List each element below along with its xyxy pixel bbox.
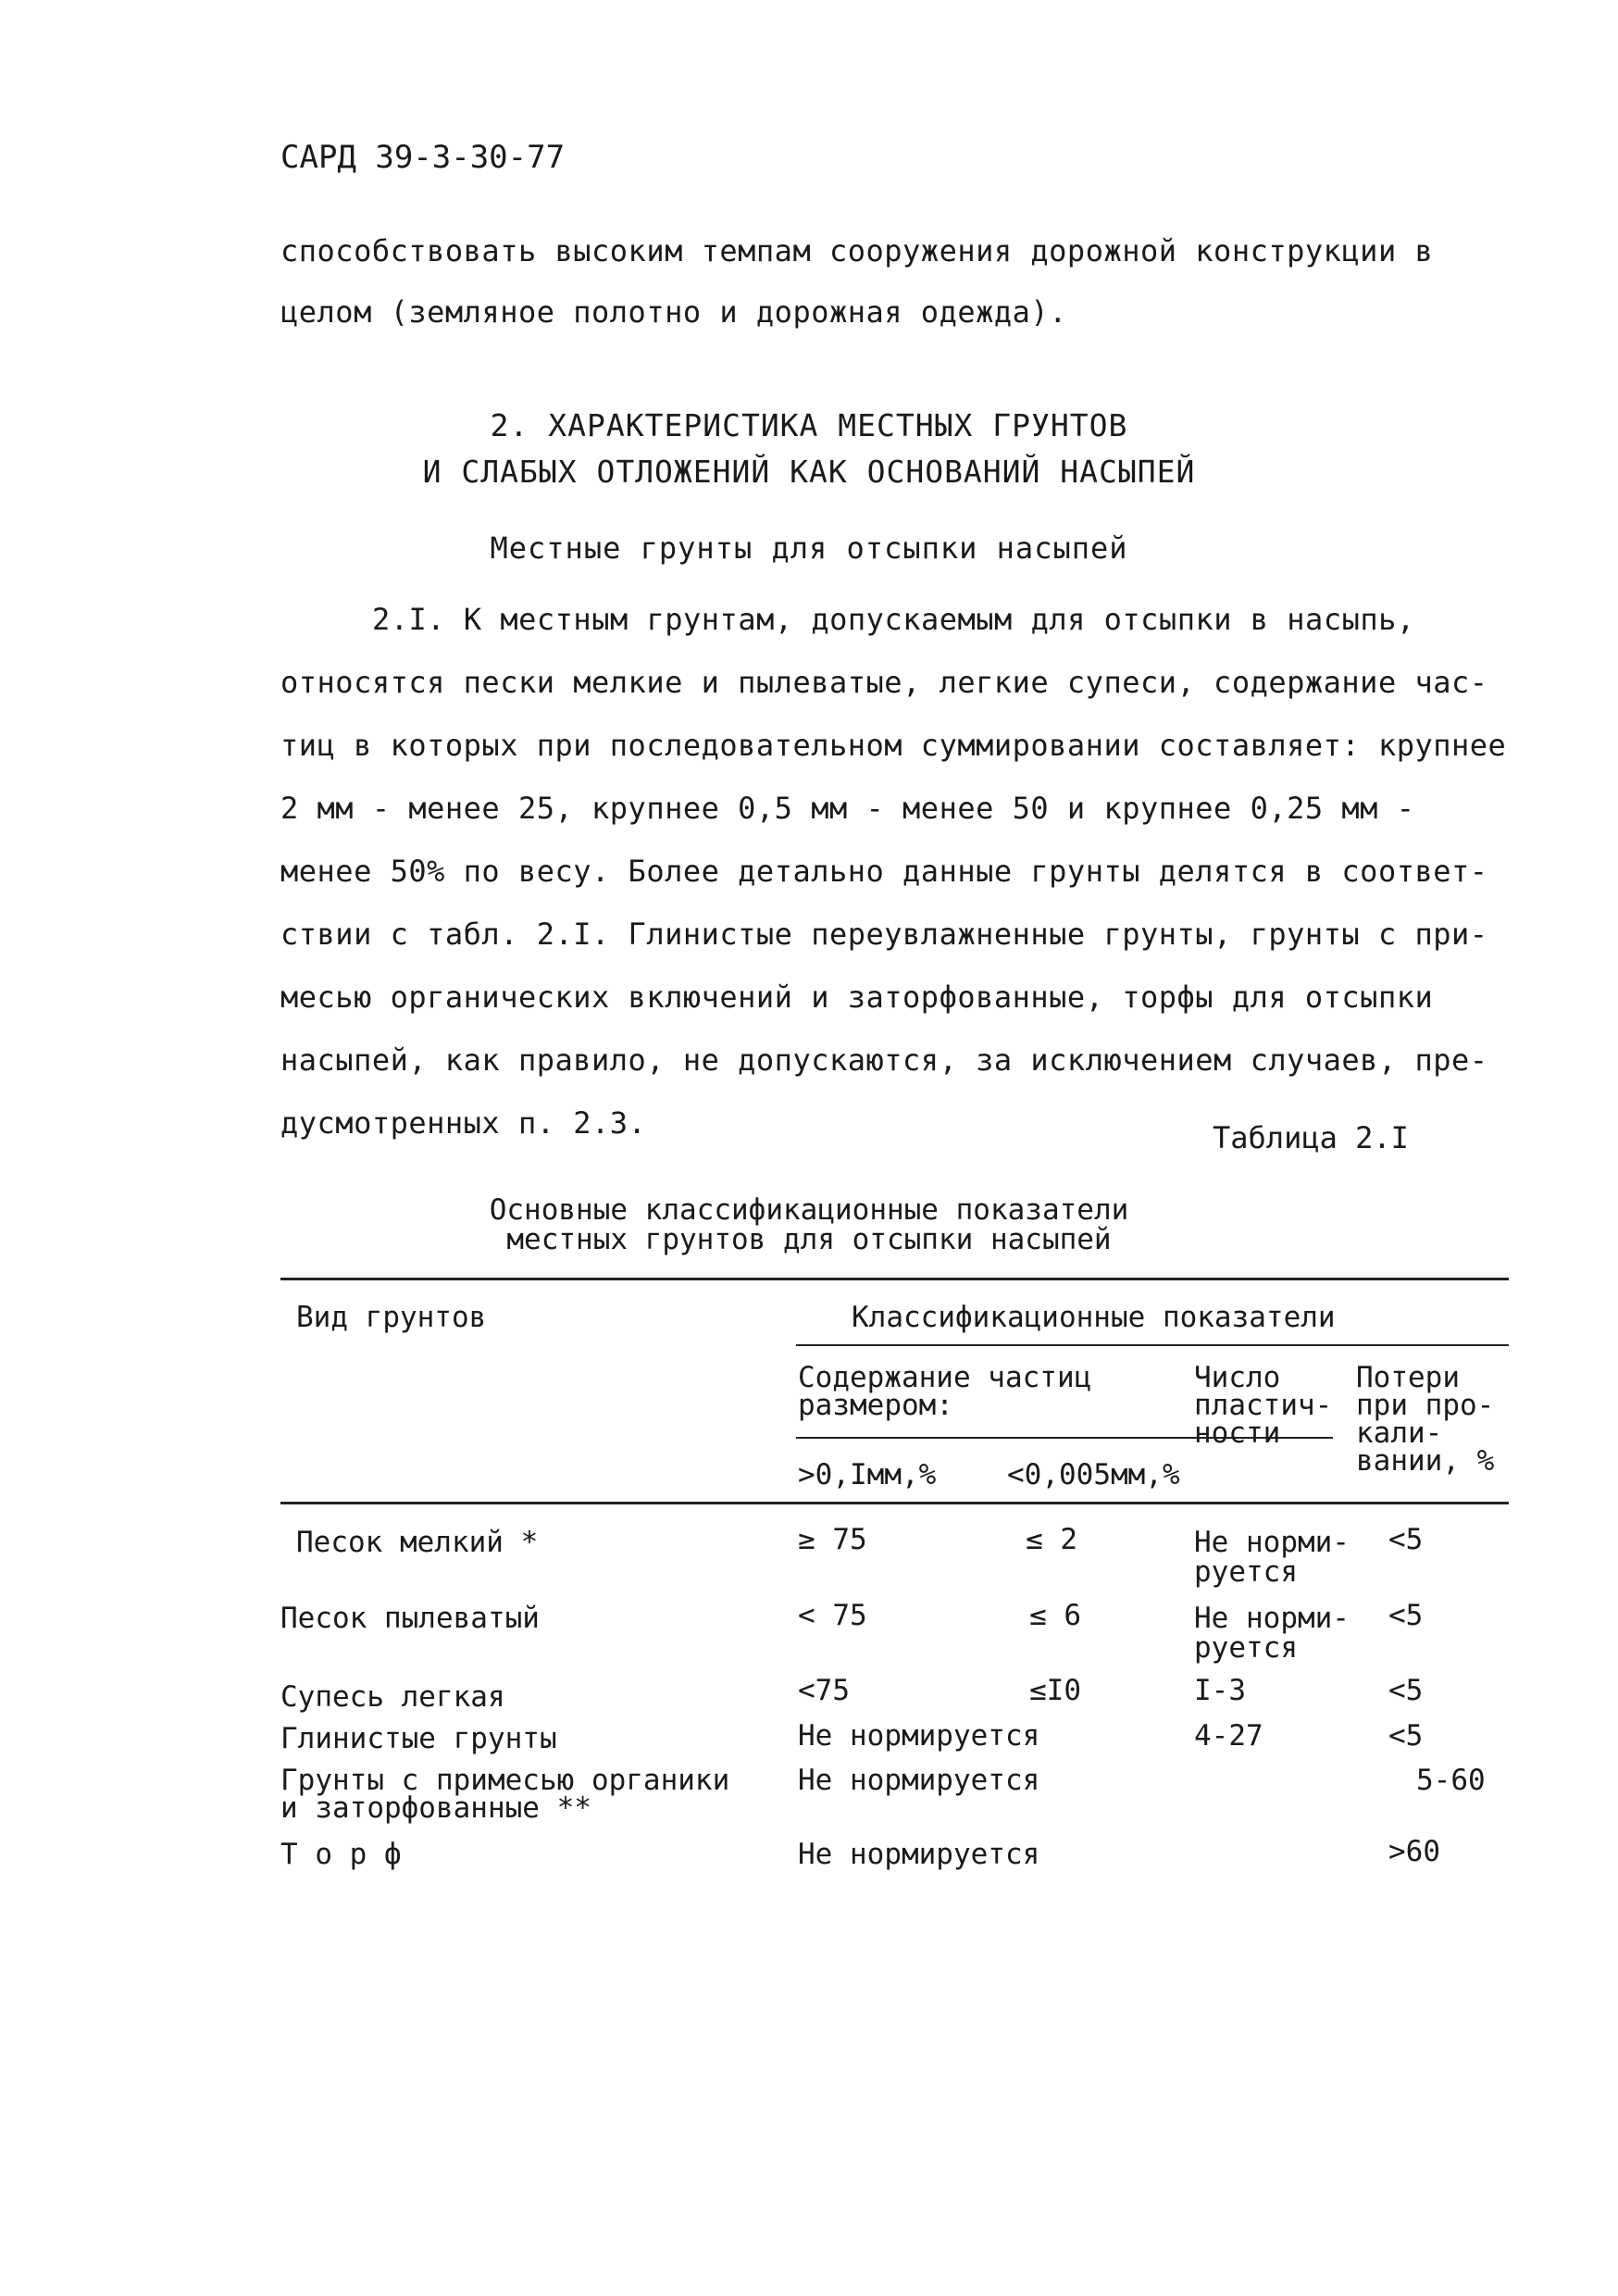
paragraph-line: 2.I. К местным грунтам, допускаемым для отсыпки в насыпь, [372, 602, 1415, 637]
row-loss: <5 [1388, 1599, 1424, 1632]
header-ignition-loss: кали- [1356, 1416, 1443, 1450]
row-loss: <5 [1388, 1719, 1424, 1753]
row-lt0005: ≤I0 [1029, 1674, 1081, 1707]
row-merged-value: Не нормируется [798, 1719, 1040, 1753]
row-loss: >60 [1388, 1835, 1440, 1868]
header-bottom-rule [280, 1502, 1509, 1504]
header-plasticity: ности [1194, 1416, 1281, 1450]
row-soil: Песок мелкий * [296, 1526, 539, 1559]
header-soil-type: Вид грунтов [296, 1301, 487, 1334]
section-heading: И СЛАБЫХ ОТЛОЖЕНИЙ КАК ОСНОВАНИЙ НАСЫПЕЙ [422, 454, 1196, 490]
row-loss: 5-60 [1416, 1764, 1486, 1797]
header-plasticity: пластич- [1194, 1389, 1333, 1422]
table-title: Основные классификационные показатели [489, 1193, 1129, 1227]
row-lt0005: ≤ 2 [1026, 1523, 1077, 1556]
section-heading: 2. ХАРАКТЕРИСТИКА МЕСТНЫХ ГРУНТОВ [490, 407, 1128, 443]
header-particle-content: размером: [798, 1389, 953, 1422]
intro-line: способствовать высоким темпам сооружения дорожной конструкции в [280, 233, 1434, 268]
row-plasticity: Не норми- [1194, 1526, 1350, 1559]
paragraph-line: менее 50% по весу. Более детально данные грунты делятся в соответ- [280, 854, 1488, 889]
header-particle-content: Содержание частиц [798, 1361, 1092, 1394]
subheading: Местные грунты для отсыпки насыпей [490, 530, 1128, 566]
row-soil: Глинистые грунты [280, 1722, 557, 1755]
header-ignition-loss: вании, % [1356, 1444, 1495, 1478]
row-gt01: < 75 [798, 1599, 867, 1632]
table-number: Таблица 2.I [1213, 1120, 1409, 1155]
paragraph-line: месью органических включений и заторфованные, торфы для отсыпки [280, 980, 1434, 1015]
row-soil: и заторфованные ** [280, 1791, 591, 1825]
paragraph-line: относятся пески мелкие и пылеватые, легкие супеси, содержание час- [280, 665, 1488, 700]
paragraph-line: дусмотренных п. 2.3. [280, 1105, 647, 1141]
header-ignition-loss: при про- [1356, 1389, 1495, 1422]
row-gt01: ≥ 75 [798, 1523, 867, 1556]
paragraph-line: тиц в которых при последовательном суммировании составляет: крупнее [280, 728, 1507, 763]
header-col-lt-0005mm: <0,005мм,% [1007, 1458, 1180, 1491]
row-soil: Песок пылеватый [280, 1602, 540, 1635]
paragraph-line: 2 мм - менее 25, крупнее 0,5 мм - менее 50 и крупнее 0,25 мм - [280, 791, 1415, 826]
row-gt01: <75 [798, 1674, 850, 1707]
row-plasticity: руется [1194, 1631, 1298, 1665]
header-plasticity: Число [1194, 1361, 1281, 1394]
header-ignition-loss: Потери [1356, 1361, 1460, 1394]
row-plasticity: руется [1194, 1555, 1298, 1589]
row-merged-value: Не нормируется [798, 1838, 1040, 1871]
row-merged-value: Не нормируется [798, 1764, 1040, 1797]
row-loss: <5 [1388, 1674, 1424, 1707]
table-top-rule [280, 1278, 1509, 1280]
header-col-gt-01mm: >0,Iмм,% [798, 1458, 937, 1491]
header-indicators: Классификационные показатели [852, 1301, 1336, 1334]
row-lt0005: ≤ 6 [1029, 1599, 1081, 1632]
row-loss: <5 [1388, 1523, 1424, 1556]
row-plasticity: I-3 [1194, 1674, 1246, 1707]
paragraph-line: ствии с табл. 2.I. Глинистые переувлажненные грунты, грунты с при- [280, 917, 1488, 952]
intro-line: целом (земляное полотно и дорожная одежда). [280, 294, 1067, 330]
table-title: местных грунтов для отсыпки насыпей [506, 1223, 1112, 1256]
row-plasticity: Не норми- [1194, 1602, 1350, 1635]
paragraph-line: насыпей, как правило, не допускаются, за исключением случаев, пре- [280, 1042, 1488, 1078]
row-soil: Т о р ф [280, 1838, 402, 1871]
row-soil: Грунты с примесью органики [280, 1764, 730, 1797]
row-soil: Супесь легкая [280, 1680, 505, 1714]
document-code: САРД 39-3-30-77 [280, 139, 566, 176]
header-rule [796, 1344, 1509, 1346]
row-plasticity: 4-27 [1194, 1719, 1263, 1753]
